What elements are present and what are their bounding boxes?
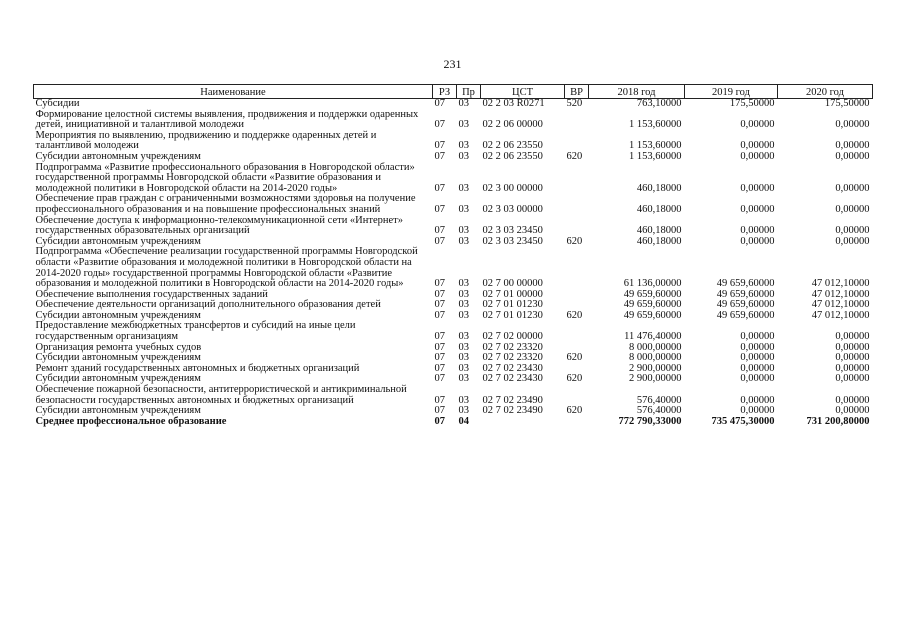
cell-y2018: 8 000,00000 — [629, 352, 682, 364]
cell-rz: 07 — [434, 352, 445, 364]
budget-table — [33, 84, 873, 427]
table-row — [34, 247, 873, 289]
cell-y2018: 49 659,60000 — [623, 288, 682, 300]
cell-csr: 02 2 03 R0271 — [482, 98, 545, 109]
cell-name: Обеспечение прав граждан с ограниченными возможностями здоровья на получение профессионального образования и на повышение профессиональных знаний — [35, 193, 416, 215]
cell-y2020: 47 012,10000 — [811, 299, 870, 311]
cell-csr: 02 7 02 23320 — [482, 341, 543, 353]
cell-name: Мероприятия по выявлению, продвижению и поддержке одаренных детей и талантливой молодежи — [35, 129, 377, 152]
cell-name: Субсидии автономным учреждениям — [35, 373, 201, 385]
cell-csr: 02 7 01 01230 — [482, 299, 543, 311]
cell-vr: 520 — [566, 98, 583, 109]
cell-y2020: 0,00000 — [835, 235, 870, 247]
cell-rz: 07 — [434, 98, 445, 109]
cell-y2020: 0,00000 — [835, 362, 870, 374]
cell-y2018: 1 153,60000 — [629, 140, 682, 152]
cell-csr: 02 3 00 00000 — [482, 182, 543, 194]
cell-y2020: 0,00000 — [835, 352, 870, 364]
cell-y2020: 0,00000 — [835, 373, 870, 385]
cell-rz: 07 — [434, 394, 445, 406]
cell-vr — [565, 247, 589, 289]
cell-pr: 03 — [458, 405, 469, 417]
cell-y2019: 175,50000 — [729, 98, 775, 109]
cell-vr — [565, 131, 589, 152]
cell-rz: 07 — [434, 278, 445, 290]
cell-pr: 03 — [458, 394, 469, 406]
table-row — [34, 417, 873, 428]
header-2019: 2019 год — [685, 85, 778, 99]
cell-vr — [565, 216, 589, 237]
cell-y2019: 0,00000 — [740, 119, 775, 131]
cell-y2020: 47 012,10000 — [811, 309, 870, 321]
cell-name: Субсидии автономным учреждениям — [35, 309, 201, 321]
cell-vr — [565, 110, 589, 131]
cell-y2020: 0,00000 — [835, 182, 870, 194]
cell-vr — [565, 194, 589, 215]
cell-name: Субсидии автономным учреждениям — [35, 235, 201, 247]
cell-rz: 07 — [434, 288, 445, 300]
page-number: 231 — [443, 57, 462, 71]
cell-name: Ремонт зданий государственных автономных и бюджетных организаций — [35, 362, 360, 374]
cell-pr: 03 — [458, 182, 469, 194]
cell-y2019: 0,00000 — [740, 225, 775, 237]
cell-pr: 04 — [458, 415, 469, 427]
cell-y2020: 47 012,10000 — [811, 288, 870, 300]
cell-y2018: 576,40000 — [636, 394, 682, 406]
cell-y2019: 0,00000 — [740, 405, 775, 417]
cell-y2019: 0,00000 — [740, 373, 775, 385]
table-row — [34, 99, 873, 110]
cell-y2020: 0,00000 — [835, 225, 870, 237]
cell-vr — [565, 417, 589, 428]
table-row — [34, 131, 873, 152]
cell-rz: 07 — [434, 362, 445, 374]
header-2020: 2020 год — [778, 85, 873, 99]
cell-csr: 02 7 01 01230 — [482, 309, 543, 321]
cell-y2018: 460,18000 — [636, 225, 682, 237]
cell-csr: 02 2 06 23550 — [482, 150, 543, 162]
cell-rz: 07 — [434, 415, 445, 427]
cell-y2020: 0,00000 — [835, 394, 870, 406]
cell-vr — [565, 385, 589, 406]
cell-y2018: 460,18000 — [636, 182, 682, 194]
cell-rz: 07 — [434, 150, 445, 162]
cell-y2018: 460,18000 — [636, 203, 682, 215]
cell-y2019: 0,00000 — [740, 362, 775, 374]
cell-name: Обеспечение выполнения государственных заданий — [35, 288, 268, 300]
header-csr: ЦСТ — [481, 85, 565, 99]
cell-csr: 02 7 02 23430 — [482, 362, 543, 374]
cell-y2020: 0,00000 — [835, 150, 870, 162]
cell-name: Субсидии — [35, 98, 80, 109]
cell-y2019: 0,00000 — [740, 140, 775, 152]
header-2018: 2018 год — [589, 85, 685, 99]
table-body — [34, 99, 873, 428]
cell-name: Субсидии автономным учреждениям — [35, 352, 201, 364]
cell-rz: 07 — [434, 182, 445, 194]
table-row — [34, 110, 873, 131]
cell-vr — [565, 290, 589, 301]
cell-csr: 02 3 03 23450 — [482, 235, 543, 247]
cell-csr: 02 7 02 23490 — [482, 394, 543, 406]
cell-y2018: 61 136,00000 — [623, 278, 682, 290]
cell-y2020: 0,00000 — [835, 119, 870, 131]
cell-vr: 620 — [566, 150, 583, 162]
cell-name: Организация ремонта учебных судов — [35, 341, 202, 353]
cell-y2018: 576,40000 — [636, 405, 682, 417]
cell-name: Среднее профессиональное образование — [35, 415, 227, 427]
table-row — [34, 216, 873, 237]
cell-y2020: 0,00000 — [835, 331, 870, 343]
cell-name: Субсидии автономным учреждениям — [35, 150, 201, 162]
cell-csr: 02 7 01 00000 — [482, 288, 543, 300]
cell-name: Предоставление межбюджетных трансфертов и субсидий на иные цели государственным организациям — [35, 320, 356, 343]
cell-y2019: 0,00000 — [740, 182, 775, 194]
cell-pr: 03 — [458, 341, 469, 353]
cell-vr — [565, 163, 589, 195]
cell-pr: 03 — [458, 278, 469, 290]
cell-csr: 02 7 02 23430 — [482, 373, 543, 385]
cell-y2020: 175,50000 — [824, 98, 870, 109]
cell-y2020: 0,00000 — [835, 341, 870, 353]
cell-csr: 02 7 02 23320 — [482, 352, 543, 364]
cell-y2020: 731 200,80000 — [806, 415, 870, 427]
cell-pr: 03 — [458, 299, 469, 311]
cell-rz: 07 — [434, 225, 445, 237]
cell-y2018: 1 153,60000 — [629, 119, 682, 131]
cell-y2018: 772 790,33000 — [618, 415, 682, 427]
cell-rz: 07 — [434, 203, 445, 215]
cell-name: Обеспечение доступа к информационно-телекоммуникационной сети «Интернет» государственных образовательных организаций — [35, 214, 404, 237]
cell-vr — [565, 321, 589, 342]
cell-csr: 02 3 03 00000 — [482, 203, 543, 215]
cell-y2019: 0,00000 — [740, 331, 775, 343]
cell-y2019: 735 475,30000 — [711, 415, 775, 427]
cell-rz: 07 — [434, 331, 445, 343]
cell-y2018: 763,10000 — [636, 98, 682, 109]
cell-name: Обеспечение деятельности организаций дополнительного образования детей — [35, 299, 381, 311]
cell-pr: 03 — [458, 331, 469, 343]
cell-name: Субсидии автономным учреждениям — [35, 405, 201, 417]
cell-rz: 07 — [434, 341, 445, 353]
cell-y2018: 11 476,40000 — [624, 331, 682, 343]
cell-name: Подпрограмма «Обеспечение реализации государственной программы Новгородской области «Развитие образования и молодежной политики в Новгородской области на 2014-2020 годы» государственной программы Новгородской области «Развитие образования и молодежной политики в Новгородской области на 2014-2020 годы» — [35, 246, 418, 290]
cell-rz: 07 — [434, 119, 445, 131]
cell-rz: 07 — [434, 140, 445, 152]
cell-csr: 02 7 00 00000 — [482, 278, 543, 290]
table-row — [34, 152, 873, 163]
cell-y2019: 49 659,60000 — [716, 278, 775, 290]
cell-pr: 03 — [458, 225, 469, 237]
cell-rz: 07 — [434, 373, 445, 385]
cell-pr: 03 — [458, 362, 469, 374]
cell-y2020: 0,00000 — [835, 405, 870, 417]
table-row — [34, 321, 873, 342]
cell-y2018: 2 900,00000 — [629, 373, 682, 385]
cell-csr — [481, 417, 565, 428]
cell-vr: 620 — [566, 309, 583, 321]
cell-pr: 03 — [458, 352, 469, 364]
cell-pr: 03 — [458, 309, 469, 321]
cell-pr: 03 — [458, 140, 469, 152]
table-row — [34, 194, 873, 215]
cell-y2019: 0,00000 — [740, 341, 775, 353]
cell-y2020: 0,00000 — [835, 140, 870, 152]
header-rz: РЗ — [433, 85, 457, 99]
cell-name: Обеспечение пожарной безопасности, антитеррористической и антикриминальной безопасности государственных автономных и бюджетных организаций — [35, 384, 407, 406]
cell-name: Подпрограмма «Развитие профессионального образования в Новгородской области» государственной программы Новгородской области «Развитие образования и молодежной политики в Новгородской области на 2014-2020 годы» — [35, 161, 415, 194]
cell-vr: 620 — [566, 405, 583, 417]
cell-y2019: 49 659,60000 — [716, 299, 775, 311]
cell-pr: 03 — [458, 235, 469, 247]
header-name: Наименование — [34, 85, 433, 99]
cell-rz: 07 — [434, 235, 445, 247]
cell-y2018: 49 659,60000 — [623, 299, 682, 311]
cell-csr: 02 7 02 23490 — [482, 405, 543, 417]
cell-rz: 07 — [434, 405, 445, 417]
cell-csr: 02 3 03 23450 — [482, 225, 543, 237]
table-row — [34, 385, 873, 406]
header-vr: ВР — [565, 85, 589, 99]
cell-pr: 03 — [458, 373, 469, 385]
cell-y2020: 0,00000 — [835, 203, 870, 215]
cell-vr: 620 — [566, 235, 583, 247]
cell-y2019: 0,00000 — [740, 394, 775, 406]
cell-y2018: 8 000,00000 — [629, 341, 682, 353]
cell-y2019: 0,00000 — [740, 150, 775, 162]
cell-y2018: 49 659,60000 — [623, 309, 682, 321]
cell-y2018: 460,18000 — [636, 235, 682, 247]
cell-y2018: 2 900,00000 — [629, 362, 682, 374]
cell-csr: 02 2 06 00000 — [482, 119, 543, 131]
cell-y2019: 49 659,60000 — [716, 288, 775, 300]
header-pr: Пр — [457, 85, 481, 99]
cell-csr: 02 7 02 00000 — [482, 331, 543, 343]
cell-pr: 03 — [458, 203, 469, 215]
cell-y2019: 49 659,60000 — [716, 309, 775, 321]
cell-y2020: 47 012,10000 — [811, 278, 870, 290]
cell-csr: 02 2 06 23550 — [482, 140, 543, 152]
cell-pr: 03 — [458, 288, 469, 300]
cell-vr: 620 — [566, 373, 583, 385]
cell-name: Формирование целостной системы выявления, продвижения и поддержки одаренных детей, инициативной и талантливой молодежи — [35, 108, 419, 131]
cell-pr: 03 — [458, 98, 469, 109]
cell-vr: 620 — [566, 352, 583, 364]
cell-rz: 07 — [434, 309, 445, 321]
cell-pr: 03 — [458, 119, 469, 131]
cell-y2018: 1 153,60000 — [629, 150, 682, 162]
cell-y2019: 0,00000 — [740, 203, 775, 215]
table-header-row — [34, 85, 873, 99]
cell-y2019: 0,00000 — [740, 352, 775, 364]
cell-y2019: 0,00000 — [740, 235, 775, 247]
table-row — [34, 163, 873, 195]
cell-rz: 07 — [434, 299, 445, 311]
cell-pr: 03 — [458, 150, 469, 162]
